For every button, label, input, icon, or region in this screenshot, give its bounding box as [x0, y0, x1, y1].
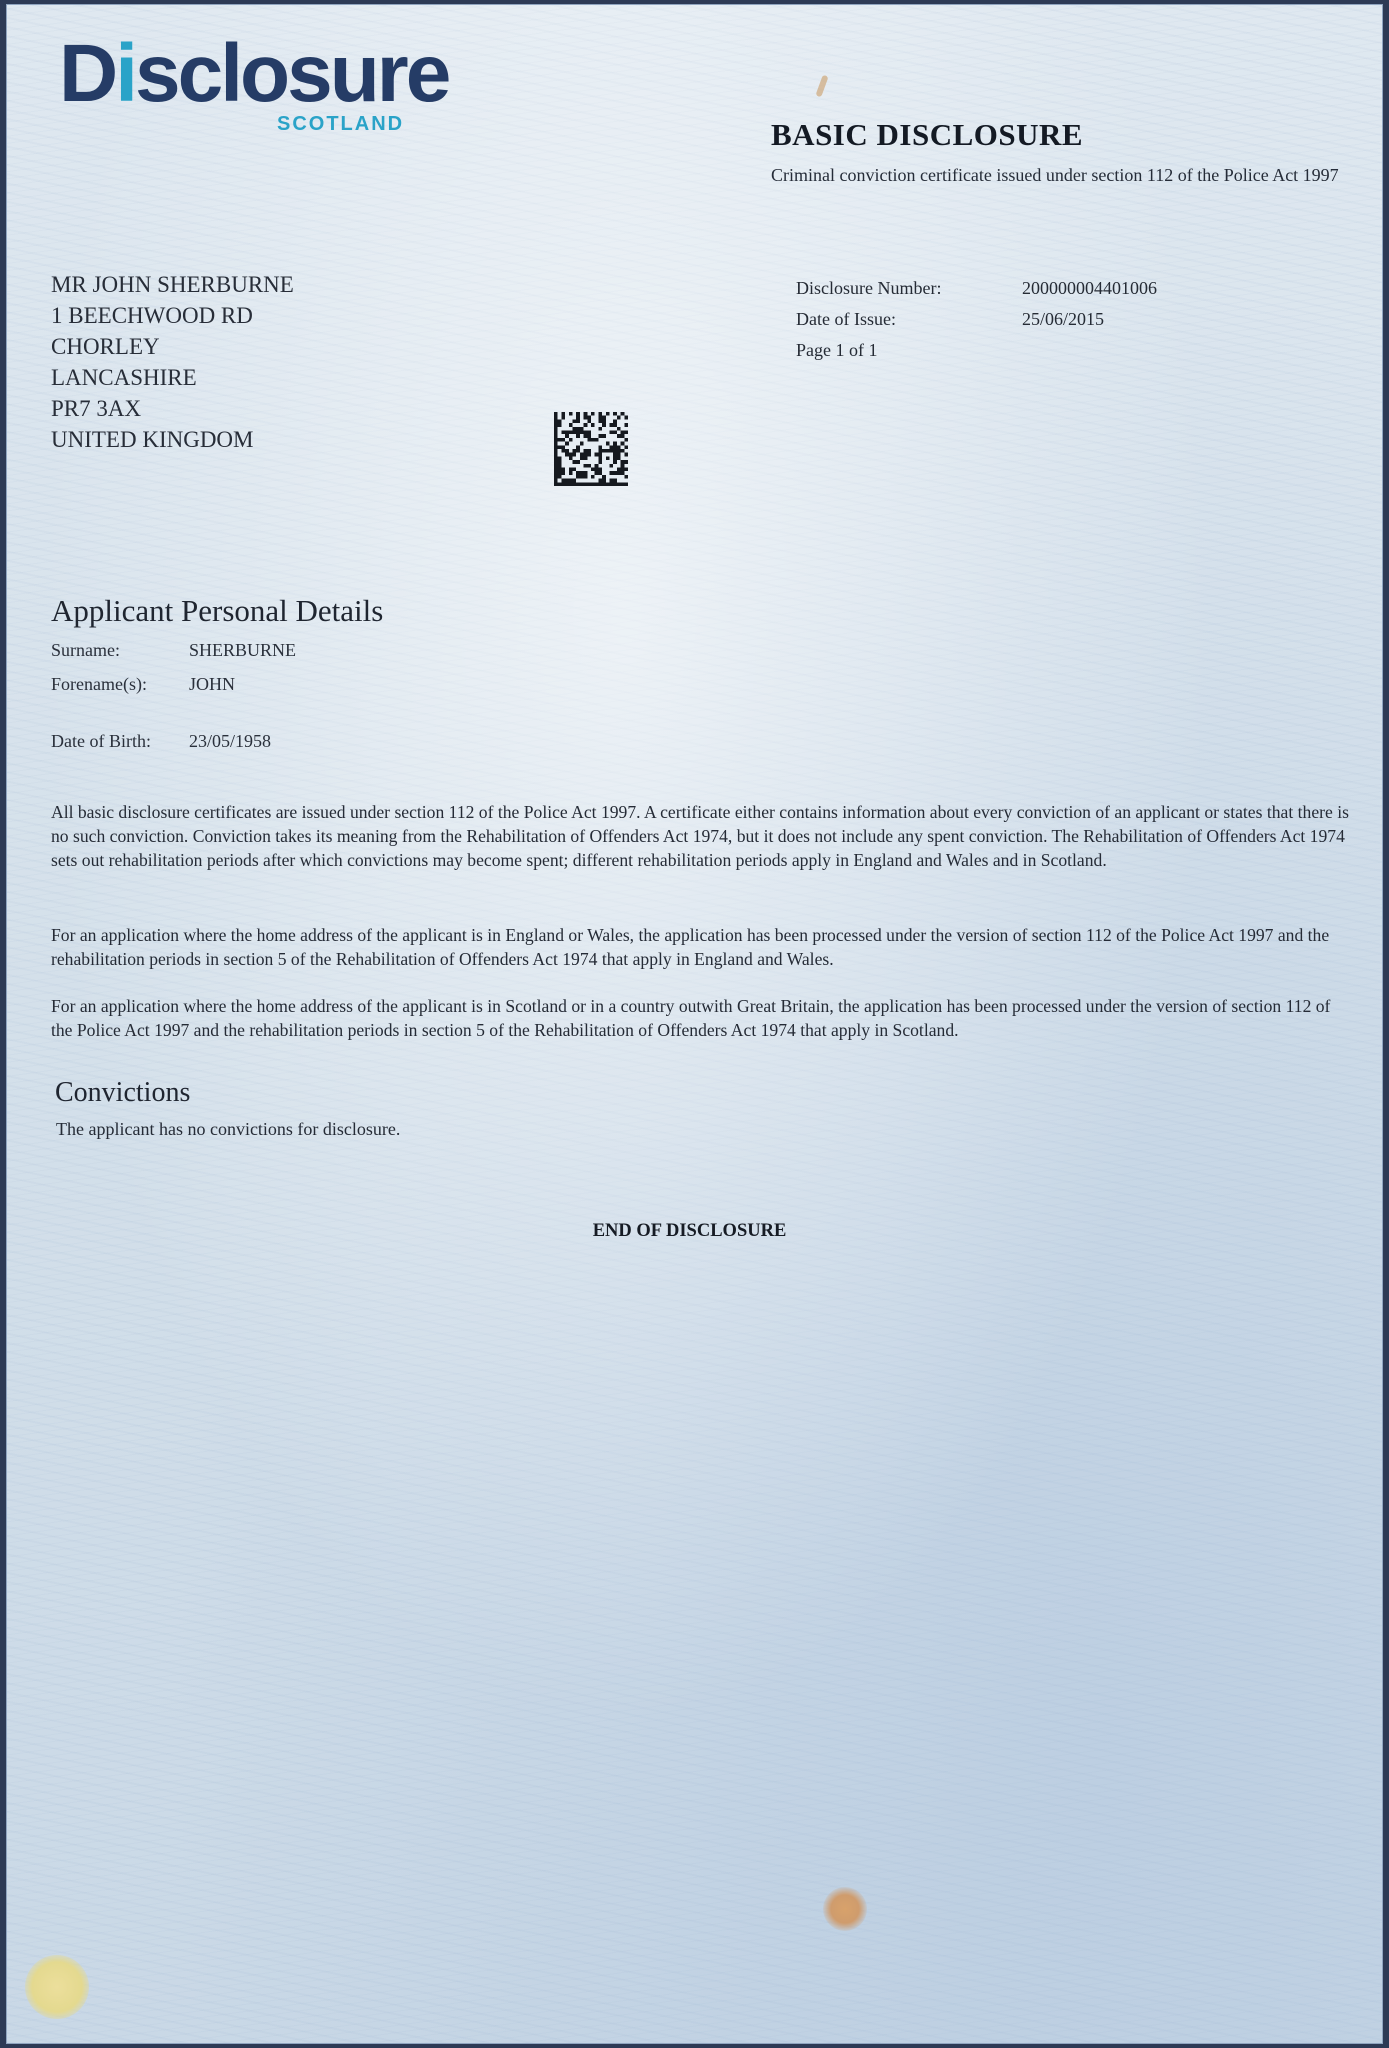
- logo-wordmark: [59, 28, 449, 119]
- address-line: UNITED KINGDOM: [51, 427, 254, 452]
- address-line: LANCASHIRE: [51, 365, 197, 390]
- end-of-disclosure: [7, 1221, 1383, 1242]
- logo-wordmark-i: i: [115, 28, 136, 119]
- address-line: MR JOHN SHERBURNE: [51, 272, 294, 297]
- england-wales-paragraph: For an application where the home address of the applicant is in England or Wales, the application has been processed under the version of section 112 of the Police Act 1997 and the rehabilitation periods in section 5 of the Rehabilitation of Offenders Act 1974 that apply in England and Wales.: [51, 925, 1330, 969]
- scotland-paragraph: For an application where the home address of the applicant is in Scotland or in a country outwith Great Britain, the application has been processed under the version of section 112 of the Police Act 1997 and the rehabilitation periods in section 5 of the Rehabilitation of Offenders Act 1974 that apply in Scotland.: [51, 996, 1331, 1040]
- end-of-disclosure-text: END OF DISCLOSURE: [592, 1221, 787, 1241]
- convictions-text: The applicant has no convictions for disclosure.: [56, 1119, 401, 1139]
- disclosure-number-value: 200000004401006: [1022, 278, 1157, 298]
- surname-value: SHERBURNE: [189, 640, 297, 660]
- disclosure-number-label: Disclosure Number:: [796, 278, 942, 298]
- date-of-birth-label: Date of Birth:: [51, 731, 151, 751]
- date-of-birth-value: 23/05/1958: [189, 731, 272, 751]
- address-line: PR7 3AX: [51, 396, 142, 421]
- logo-subtitle: SCOTLAND: [277, 113, 405, 135]
- paper-stain: [815, 75, 828, 98]
- paper-stain: [25, 1955, 89, 2019]
- address-line: CHORLEY: [51, 334, 160, 359]
- datamatrix-code: [554, 412, 628, 486]
- page-count: Page 1 of 1: [796, 340, 878, 360]
- certificate-page: [6, 4, 1383, 2044]
- logo-wordmark-start: D: [59, 28, 116, 119]
- document-title: BASIC DISCLOSURE: [771, 117, 1084, 152]
- disclosure-scotland-logo: [59, 28, 449, 135]
- paper-stain: [823, 1887, 867, 1931]
- disclosure-info-paragraph: All basic disclosure certificates are issued under section 112 of the Police Act 1997. A certificate either contains information about every conviction of an applicant or states that there is no such conviction. Conviction takes its meaning from the Rehabilitation of Offenders Act 1974, but it does not include any spent conviction. The Rehabilitation of Offenders Act 1974 sets out rehabilitation periods after which convictions may become spent; different rehabilitation periods apply in England and Wales and in Scotland.: [51, 802, 1349, 870]
- applicant-details-heading: Applicant Personal Details: [51, 593, 384, 628]
- surname-label: Surname:: [51, 640, 120, 660]
- document-subtitle: Criminal conviction certificate issued under section 112 of the Police Act 1997: [771, 165, 1339, 185]
- logo-wordmark-end: sclosure: [135, 28, 449, 119]
- date-of-issue-label: Date of Issue:: [796, 309, 896, 329]
- address-line: 1 BEECHWOOD RD: [51, 303, 253, 328]
- date-of-issue-value: 25/06/2015: [1022, 309, 1105, 329]
- forename-label: Forename(s):: [51, 674, 147, 694]
- recipient-address: [51, 269, 294, 455]
- convictions-heading: Convictions: [55, 1077, 191, 1108]
- forename-value: JOHN: [189, 674, 236, 694]
